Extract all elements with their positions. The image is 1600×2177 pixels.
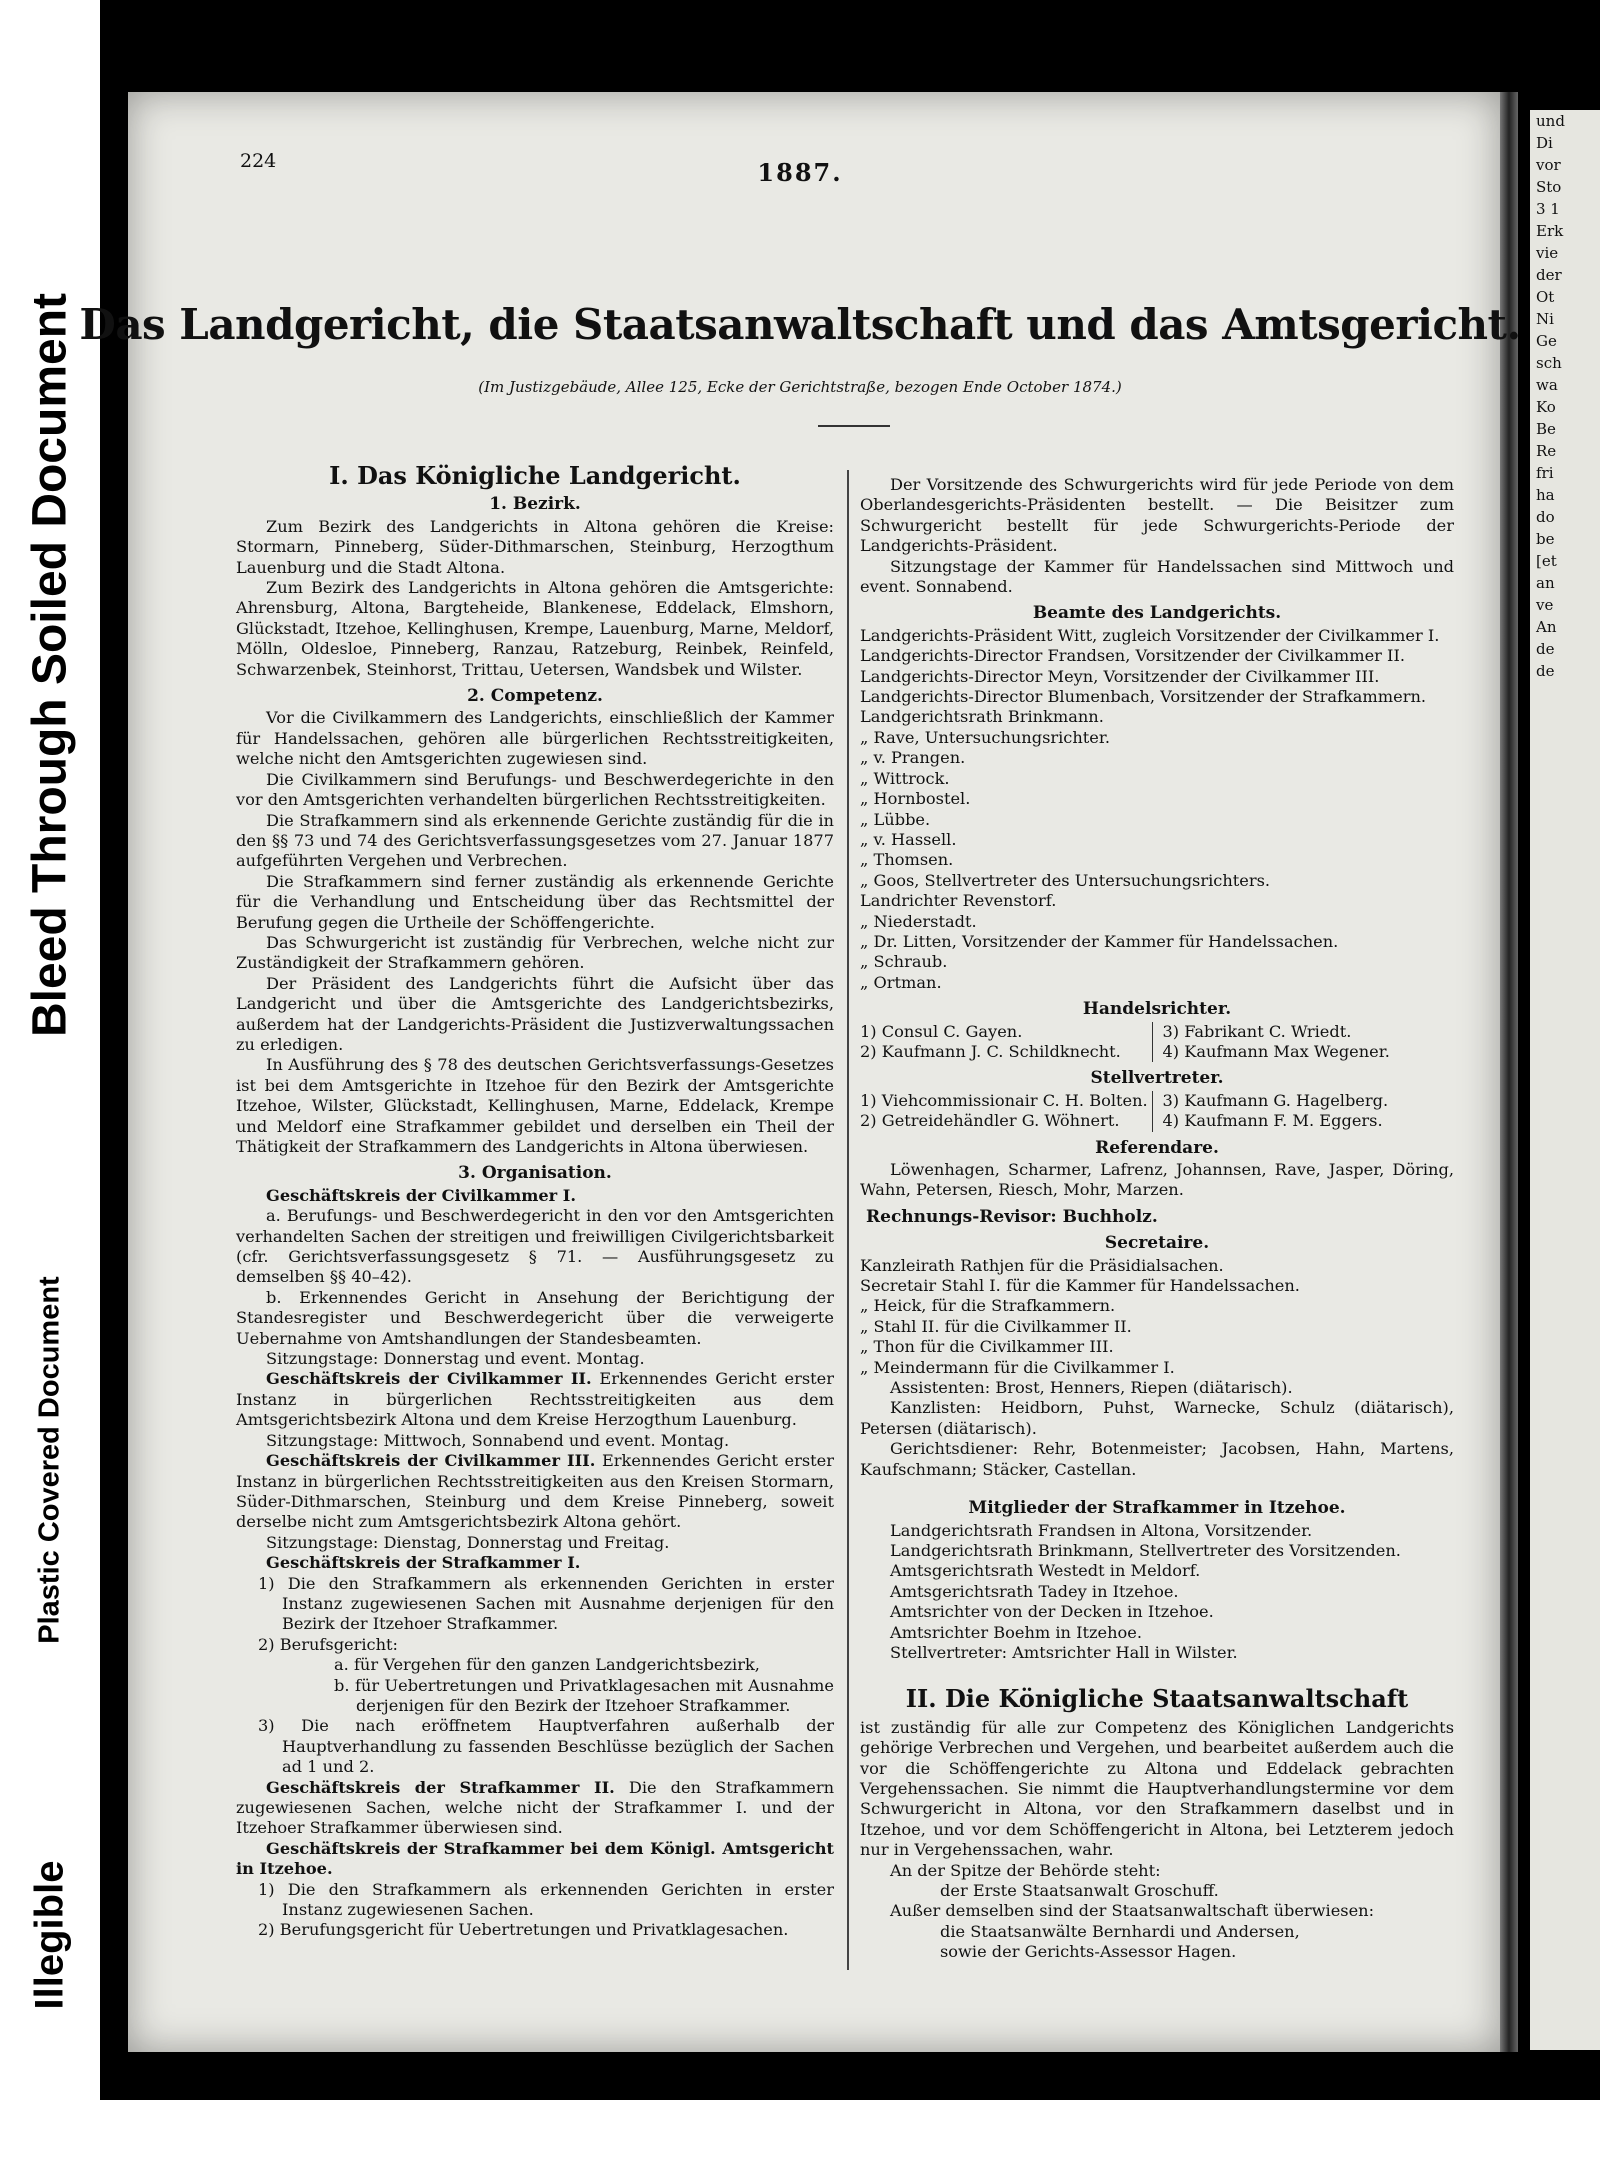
paragraph <box>236 1369 834 1430</box>
secretary-entry: Secretair Stahl I. für die Kammer für Handelssachen. <box>860 1276 1300 1296</box>
bleed-through-label: Bleed Through Soiled Document <box>23 292 77 1038</box>
list-item: b. für Uebertretungen und Privatklagesachen mit Ausnahme derjenigen für den Bezirk der Itzehoer Strafkammer. <box>334 1675 834 1715</box>
facing-line: Erk <box>1536 222 1564 240</box>
facing-line: Be <box>1536 420 1556 438</box>
official-entry: „ Schraub. <box>860 952 948 972</box>
facing-line: Re <box>1536 442 1557 460</box>
list-item: 2) Berufungsgericht für Uebertretungen und Privatklagesachen. <box>258 1920 789 1940</box>
sitting-days: Sitzungstage: Mittwoch, Sonnabend und event. Montag. <box>266 1430 730 1450</box>
list-item: 1) Consul C. Gayen. <box>860 1021 1023 1041</box>
secretary-entry: „ Stahl II. für die Civilkammer II. <box>860 1316 1132 1336</box>
official-entry: Landrichter Revenstorf. <box>860 891 1057 911</box>
official-entry: „ v. Prangen. <box>860 748 966 768</box>
right-column <box>860 475 1454 1963</box>
bold-heading: Geschäftskreis der Civilkammer I. <box>266 1185 576 1205</box>
facing-line: Ko <box>1536 398 1556 416</box>
subsection-heading: Handelsrichter. <box>1082 999 1232 1020</box>
facing-line: be <box>1536 530 1555 548</box>
facing-line: fri <box>1536 464 1554 482</box>
official-entry: Landgerichts-Director Blumenbach, Vorsitzender der Strafkammern. <box>860 687 1427 707</box>
subsection-heading: Rechnungs-Revisor: Buchholz. <box>866 1206 1158 1227</box>
left-column <box>236 460 834 1941</box>
section-heading: II. Die Königliche Staatsanwaltschaft <box>905 1684 1409 1714</box>
paragraph: Zum Bezirk des Landgerichts in Altona gehören die Amtsgerichte: Ahrensburg, Altona, Bargteheide, Blankenese, Eddelack, Elmshorn, Glückstadt, Itzehoe, Kellinghusen, Krempe, Lauenburg, Marne, Meldorf, Mölln, Oldesloe, Pinneberg, Ranzau, Ratzeburg, Reinbek, Reinfeld, Schwarzenbek, Steinhorst, Trittau, Uetersen, Wandsbek und Wilster. <box>236 578 834 679</box>
facing-line: vor <box>1536 156 1561 174</box>
facing-line: Sto <box>1536 178 1562 196</box>
paragraph: Gerichtsdiener: Rehr, Botenmeister; Jacobsen, Hahn, Martens, Kaufschmann; Stäcker, Castellan. <box>860 1439 1454 1479</box>
secretary-entry: „ Thon für die Civilkammer III. <box>860 1337 1114 1357</box>
commercial-judges-left <box>860 1022 1153 1063</box>
official-entry: „ Goos, Stellvertreter des Untersuchungsrichters. <box>860 870 1271 890</box>
deputies-left <box>860 1091 1153 1132</box>
facing-line: und <box>1536 112 1565 130</box>
page-title: Das Landgericht, die Staatsanwaltschaft und das Amtsgericht. <box>79 300 1521 349</box>
secretary-entry: „ Meindermann für die Civilkammer I. <box>860 1357 1175 1377</box>
official-entry: „ Lübbe. <box>860 809 931 829</box>
facing-line: de <box>1536 640 1555 658</box>
paragraph-text: Die den Strafkammern zugewiesenen Sachen, welche nicht der Strafkammer I. und der Itzehoer Strafkammer überwiesen sind. <box>236 1777 834 1838</box>
facing-line: sch <box>1536 354 1562 372</box>
facing-line: vie <box>1536 244 1559 262</box>
list-item: 3) Fabrikant C. Wriedt. <box>1162 1021 1352 1041</box>
paragraph-text: Erkennendes Gericht erster Instanz in bürgerlichen Rechtsstreitigkeiten aus dem Amtsgerichtsbezirk Altona und dem Kreise Herzogthum Lauenburg. <box>236 1369 834 1430</box>
facing-line: de <box>1536 662 1555 680</box>
deputies-right <box>1153 1091 1455 1132</box>
official-entry: „ Hornbostel. <box>860 789 971 809</box>
paragraph: In Ausführung des § 78 des deutschen Gerichtsverfassungs-Gesetzes ist bei dem Amtsgerichte in Itzehoe für den Bezirk der Amtsgerichte Itzehoe, Wilster, Glückstadt, Kellinghusen, Marne, Eddelack, Krempe und Meldorf eine Strafkammer gebildet und derselben ein Theil der Thätigkeit der Strafkammern des Landgerichts in Altona überwiesen. <box>236 1055 834 1156</box>
official-entry: Landgerichts-Präsident Witt, zugleich Vorsitzender der Civilkammer I. <box>860 625 1440 645</box>
sitting-days: Sitzungstage: Donnerstag und event. Montag. <box>266 1349 645 1369</box>
officials-list <box>860 626 1454 993</box>
paragraph: Der Präsident des Landgerichts führt die Aufsicht über das Landgericht und über die Amtsgerichte des Landgerichtsbezirks, außerdem hat der Landgerichts-Präsident die Justizverwaltungssachen zu erledigen. <box>236 973 834 1054</box>
subsection-heading: Stellvertreter. <box>1090 1068 1224 1089</box>
paragraph: Vor die Civilkammern des Landgerichts, einschließlich der Kammer für Handelssachen, gehören alle bürgerlichen Rechtsstreitigkeiten, welche nicht den Amtsgerichten zugewiesen sind. <box>236 708 834 769</box>
official-entry: „ Niederstadt. <box>860 911 977 931</box>
paragraph <box>236 1451 834 1533</box>
official-entry: Landgerichtsrath Brinkmann. <box>860 707 1104 727</box>
paragraph: Die Strafkammern sind als erkennende Gerichte zuständig für die in den §§ 73 und 74 des Gerichtsverfassungsgesetzes vom 27. Januar 1877 aufgeführten Vergehen und Verbrechen. <box>236 810 834 871</box>
member-entry: Landgerichtsrath Frandsen in Altona, Vorsitzender. <box>890 1520 1313 1540</box>
paragraph: ist zuständig für alle zur Competenz des Königlichen Landgerichts gehörige Verbrechen und Vergehen, und bearbeitet außerdem auch die vor die Schöffengerichte zu Altona und Eddelack gebrachten Vergehenssachen. Sie nimmt die Hauptverhandlungstermine vor dem Schwurgericht in Altona, vor den Strafkammern daselbst und in Itzehoe, und vor dem Schöffengericht in Altona, bei Letzterem jedoch nur in Vergehenssachen, wahr. <box>860 1717 1454 1860</box>
bold-heading: Geschäftskreis der Civilkammer II. <box>266 1369 592 1389</box>
column-divider <box>847 470 849 1970</box>
paragraph: Der Vorsitzende des Schwurgerichts wird für jede Periode von dem Oberlandesgerichts-Präsidenten bestellt. — Die Beisitzer zum Schwurgericht bestellt für jede Schwurgerichts-Periode der Landgerichts-Präsident. <box>860 475 1454 556</box>
list-item: 2) Berufsgericht: <box>258 1634 399 1654</box>
bold-heading: Geschäftskreis der Civilkammer III. <box>266 1451 596 1471</box>
paragraph: b. Erkennendes Gericht in Ansehung der Berichtigung der Standesregister und Beschwerdegericht über die verweigerte Uebernahme von Amtshandlungen der Standesbeamten. <box>236 1287 834 1348</box>
title-rule <box>818 425 890 427</box>
commercial-judges <box>860 1022 1454 1063</box>
paragraph: Die Strafkammern sind ferner zuständig als erkennende Gerichte für die Verhandlung und Entscheidung über das Rechtsmittel der Berufung gegen die Urtheile der Schöffengerichte. <box>236 871 834 932</box>
list-item: 3) Kaufmann G. Hagelberg. <box>1162 1090 1389 1110</box>
list-item: 2) Kaufmann J. C. Schildknecht. <box>860 1041 1121 1061</box>
member-entry: Landgerichtsrath Brinkmann, Stellvertreter des Vorsitzenden. <box>890 1540 1401 1560</box>
facing-line: ha <box>1536 486 1555 504</box>
paragraph: Assistenten: Brost, Henners, Riepen (diätarisch). <box>890 1378 1293 1398</box>
section-heading: I. Das Königliche Landgericht. <box>329 461 741 490</box>
official-entry: „ Thomsen. <box>860 850 954 870</box>
subsection-heading: Referendare. <box>1095 1137 1219 1158</box>
paragraph: Das Schwurgericht ist zuständig für Verbrechen, welche nicht zur Zuständigkeit der Strafkammern gehören. <box>236 932 834 973</box>
facing-line: der <box>1536 266 1562 284</box>
facing-line: ve <box>1536 596 1554 614</box>
paragraph: sowie der Gerichts-Assessor Hagen. <box>940 1942 1237 1962</box>
paragraph <box>236 1778 834 1839</box>
member-entry: Amtsrichter von der Decken in Itzehoe. <box>890 1602 1214 1622</box>
facing-line: Ge <box>1536 332 1557 350</box>
facing-line: An <box>1536 618 1557 636</box>
itzehoe-members-list <box>860 1521 1454 1664</box>
facing-line: Ni <box>1536 310 1554 328</box>
page-number: 224 <box>240 150 277 172</box>
commercial-judges-right <box>1153 1022 1455 1063</box>
subsection-heading: 1. Bezirk. <box>489 494 581 515</box>
paragraph: die Staatsanwälte Bernhardi und Andersen, <box>940 1921 1300 1941</box>
subsection-heading: Mitglieder der Strafkammer in Itzehoe. <box>968 1498 1346 1519</box>
official-entry: „ Ortman. <box>860 972 942 992</box>
list-item: 1) Die den Strafkammern als erkennenden Gerichten in erster Instanz zugewiesenen Sachen. <box>258 1879 834 1920</box>
paragraph: der Erste Staatsanwalt Groschuff. <box>940 1881 1219 1900</box>
secretary-entry: „ Heick, für die Strafkammern. <box>860 1296 1116 1316</box>
facing-page-fragment <box>1530 110 1600 2050</box>
paragraph-heading <box>236 1186 834 1206</box>
member-entry: Amtsrichter Boehm in Itzehoe. <box>890 1622 1143 1642</box>
member-entry: Amtsgerichtsrath Tadey in Itzehoe. <box>890 1581 1179 1601</box>
sitting-days: Sitzungstage: Dienstag, Donnerstag und Freitag. <box>266 1532 670 1552</box>
paragraph: Löwenhagen, Scharmer, Lafrenz, Johannsen, Rave, Jasper, Döring, Wahn, Petersen, Riesch, Mohr, Marzen. <box>860 1160 1454 1200</box>
facing-line: [et <box>1536 552 1557 570</box>
facing-line: Ot <box>1536 288 1555 306</box>
list-item: 3) Die nach eröffnetem Hauptverfahren außerhalb der Hauptverhandlung zu fassenden Beschlüsse bezüglich der Sachen ad 1 und 2. <box>258 1716 834 1777</box>
paragraph-text: Erkennendes Gericht erster Instanz in bürgerlichen Rechtsstreitigkeiten aus den Kreisen Stormarn, Süder-Dithmarschen, Steinburg und dem Kreise Pinneberg, soweit derselbe nicht zum Amtsgerichtsbezirk Altona gehört. <box>236 1451 834 1532</box>
facing-line: Di <box>1536 134 1553 152</box>
official-entry: Landgerichts-Director Meyn, Vorsitzender der Civilkammer III. <box>860 666 1380 686</box>
paragraph: Die Civilkammern sind Berufungs- und Beschwerdegerichte in den vor den Amtsgerichten verhandelten bürgerlichen Rechtsstreitigkeiten. <box>236 769 834 810</box>
bold-heading: Geschäftskreis der Strafkammer II. <box>266 1777 615 1797</box>
paragraph: Kanzlisten: Heidborn, Puhst, Warnecke, Schulz (diätarisch), Petersen (diätarisch). <box>860 1398 1454 1438</box>
member-entry: Amtsgerichtsrath Westedt in Meldorf. <box>890 1561 1201 1581</box>
paragraph: Zum Bezirk des Landgerichts in Altona gehören die Kreise: Stormarn, Pinneberg, Süder-Dithmarschen, Steinburg, Herzogthum Lauenburg und die Stadt Altona. <box>236 516 834 577</box>
bold-heading: Geschäftskreis der Strafkammer I. <box>266 1553 581 1573</box>
official-entry: Landgerichts-Director Frandsen, Vorsitzender der Civilkammer II. <box>860 646 1405 666</box>
official-entry: „ v. Hassell. <box>860 829 957 849</box>
deputies <box>860 1091 1454 1132</box>
paragraph: Außer demselben sind der Staatsanwaltschaft überwiesen: <box>890 1901 1375 1921</box>
facing-line: do <box>1536 508 1555 526</box>
facing-line: an <box>1536 574 1555 592</box>
paragraph-heading <box>236 1839 834 1880</box>
secretaries-list <box>860 1256 1454 1378</box>
paragraph: An der Spitze der Behörde steht: <box>890 1860 1161 1880</box>
paragraph: a. Berufungs- und Beschwerdegericht in den vor den Amtsgerichten verhandelten Sachen der streitigen und freiwilligen Civilgerichtsbarkeit (cfr. Gerichtsverfassungsgesetz § 71. — Ausführungsgesetz zu demselben §§ 40–42). <box>236 1206 834 1287</box>
bold-heading: Geschäftskreis der Strafkammer bei dem Königl. Amtsgericht in Itzehoe. <box>236 1838 834 1879</box>
paragraph: Sitzungstage der Kammer für Handelssachen sind Mittwoch und event. Sonnabend. <box>860 556 1454 597</box>
list-item: 1) Die den Strafkammern als erkennenden Gerichten in erster Instanz zugewiesenen Sachen mit Ausnahme derjenigen für den Bezirk der Itzehoer Strafkammer. <box>258 1573 834 1634</box>
subsection-heading: 3. Organisation. <box>458 1163 612 1184</box>
bottom-margin <box>100 2100 1600 2177</box>
secretary-entry: Kanzleirath Rathjen für die Präsidialsachen. <box>860 1255 1224 1275</box>
page-subtitle: (Im Justizgebäude, Allee 125, Ecke der Gerichtstraße, bezogen Ende October 1874.) <box>478 378 1122 396</box>
member-entry: Stellvertreter: Amtsrichter Hall in Wilster. <box>890 1642 1238 1662</box>
list-item: 1) Viehcommissionair C. H. Bolten. <box>860 1090 1148 1110</box>
plastic-covered-label: Plastic Covered Document <box>33 1276 66 1644</box>
list-item: 4) Kaufmann F. M. Eggers. <box>1162 1111 1383 1131</box>
facing-line: 3 1 <box>1536 200 1560 218</box>
list-item: a. für Vergehen für den ganzen Landgerichtsbezirk, <box>334 1655 760 1675</box>
subsection-heading: Secretaire. <box>1104 1233 1210 1254</box>
illegible-label: Illegible <box>27 1860 72 2010</box>
paragraph-heading <box>236 1553 834 1573</box>
official-entry: „ Dr. Litten, Vorsitzender der Kammer für Handelssachen. <box>860 931 1339 951</box>
official-entry: „ Wittrock. <box>860 768 950 788</box>
list-item: 2) Getreidehändler G. Wöhnert. <box>860 1111 1120 1131</box>
list-item: 4) Kaufmann Max Wegener. <box>1162 1041 1390 1061</box>
page-year: 1887. <box>757 158 843 187</box>
official-entry: „ Rave, Untersuchungsrichter. <box>860 727 1110 747</box>
subsection-heading: Beamte des Landgerichts. <box>1032 603 1282 624</box>
facing-line: wa <box>1536 376 1558 394</box>
subsection-heading: 2. Competenz. <box>467 686 603 707</box>
